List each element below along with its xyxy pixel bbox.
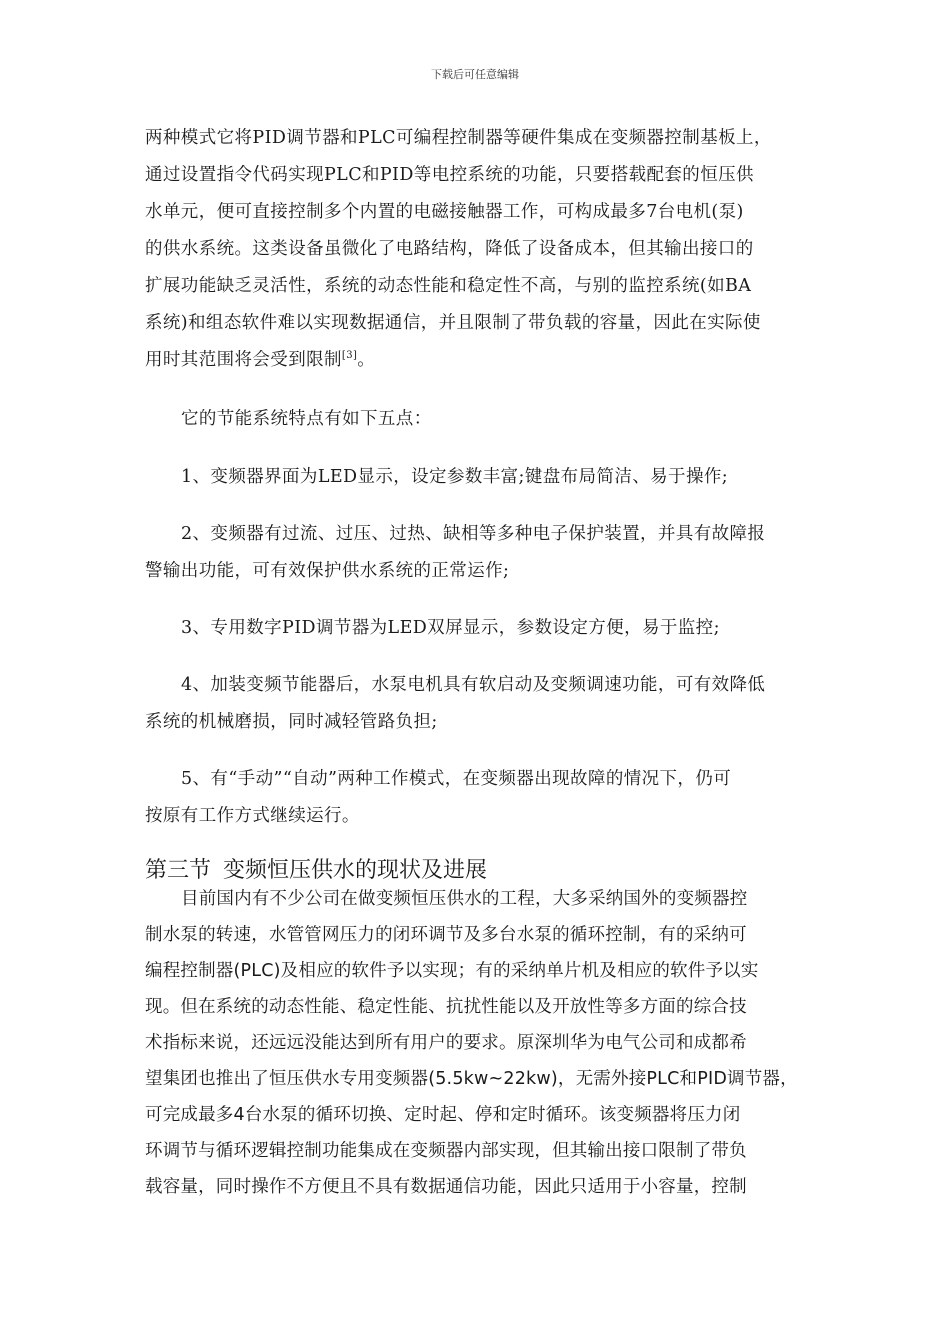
text-fragment: 用时其范围将会受到限制	[145, 350, 342, 370]
page-header: 下载后可任意编辑	[431, 68, 519, 81]
text-line: 的供水系统。这类设备虽微化了电路结构，降低了设备成本，但其输出接口的	[145, 239, 754, 259]
text-line: 环调节与循环逻辑控制功能集成在变频器内部实现，但其输出接口限制了带负	[145, 1141, 747, 1161]
section-title: 变频恒压供水的现状及进展	[223, 858, 488, 883]
citation-marker: [3]	[341, 350, 358, 362]
text-line: 编程控制器(PLC)及相应的软件予以实现；有的采纳单片机及相应的软件予以实	[145, 961, 759, 981]
text-line: 系统)和组态软件难以实现数据通信，并且限制了带负载的容量，因此在实际使	[145, 313, 761, 333]
text-line: 望集团也推出了恒压供水专用变频器(5.5kw~22kw)，无需外接PLC和PID调节器，	[145, 1069, 798, 1089]
text-line: 制水泵的转速，水管管网压力的闭环调节及多台水泵的循环控制，有的采纳可	[145, 925, 747, 945]
text-line: 扩展功能缺乏灵活性，系统的动态性能和稳定性不高，与别的监控系统(如BA	[145, 276, 752, 296]
text-line: 通过设置指令代码实现PLC和PID等电控系统的功能，只要搭载配套的恒压供	[145, 165, 754, 185]
feature-item-5-cont: 按原有工作方式继续运行。	[145, 806, 360, 826]
feature-item-3: 3、专用数字PID调节器为LED双屏显示，参数设定方便，易于监控;	[181, 618, 720, 638]
feature-item-4-cont: 系统的机械磨损，同时减轻管路负担;	[145, 712, 438, 732]
text-line: 两种模式它将PID调节器和PLC可编程控制器等硬件集成在变频器控制基板上，	[145, 128, 772, 148]
text-line: 目前国内有不少公司在做变频恒压供水的工程，大多采纳国外的变频器控	[181, 889, 748, 909]
feature-item-2: 2、变频器有过流、过压、过热、缺相等多种电子保护装置，并具有故障报	[181, 524, 766, 544]
feature-item-2-cont: 警输出功能，可有效保护供水系统的正常运作;	[145, 561, 510, 581]
feature-item-4: 4、加装变频节能器后，水泵电机具有软启动及变频调速功能，可有效降低	[181, 675, 766, 695]
text-line: 载容量，同时操作不方便且不具有数据通信功能，因此只适用于小容量，控制	[145, 1177, 747, 1197]
text-line: 术指标来说，还远远没能达到所有用户的要求。原深圳华为电气公司和成都希	[145, 1033, 747, 1053]
section-number: 第三节	[145, 858, 212, 883]
text-line	[145, 348, 375, 372]
text-line: 现。但在系统的动态性能、稳定性能、抗扰性能以及开放性等多方面的综合技	[145, 997, 747, 1017]
features-intro: 它的节能系统特点有如下五点：	[181, 409, 432, 429]
text-fragment: 。	[357, 350, 376, 370]
section-heading	[145, 857, 487, 885]
text-line: 可完成最多4台水泵的循环切换、定时起、停和定时循环。该变频器将压力闭	[145, 1105, 741, 1125]
feature-item-5: 5、有“手动”“自动”两种工作模式，在变频器出现故障的情况下，仍可	[181, 769, 732, 789]
text-line: 水单元，便可直接控制多个内置的电磁接触器工作，可构成最多7台电机(泵)	[145, 202, 744, 222]
feature-item-1: 1、变频器界面为LED显示，设定参数丰富;键盘布局简洁、易于操作;	[181, 467, 729, 487]
